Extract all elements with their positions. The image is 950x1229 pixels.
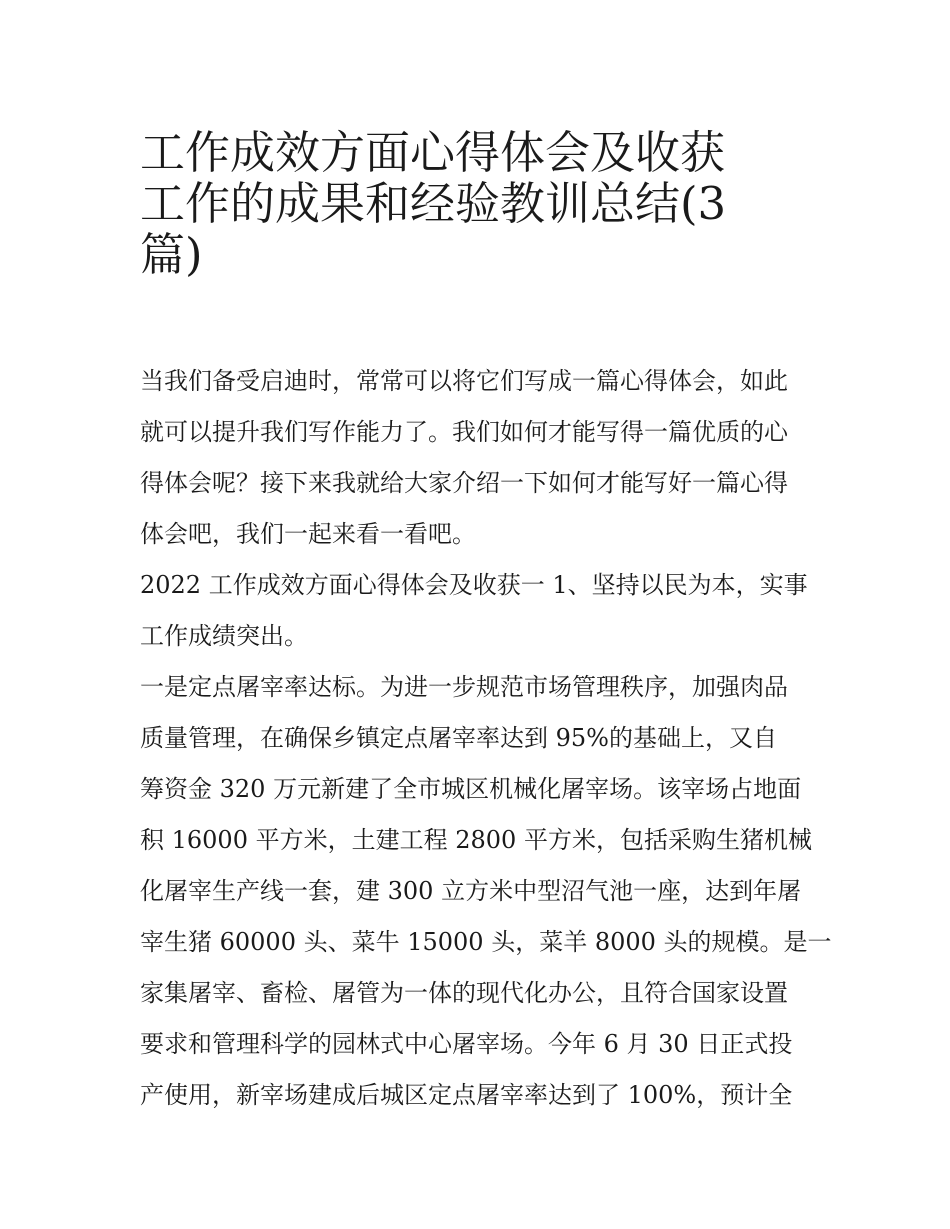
intro-paragraph xyxy=(140,356,820,560)
text-line: 化屠宰生产线一套，建 300 立方米中型沼气池一座，达到年屠 xyxy=(140,877,802,905)
document-body xyxy=(140,356,832,1121)
text-line: 工作成绩突出。 xyxy=(140,622,308,650)
detail-paragraph xyxy=(140,662,832,1121)
text-line: 宰生猪 60000 头、菜牛 15000 头，菜羊 8000 头的规模。是一 xyxy=(140,928,832,956)
document-title xyxy=(140,116,820,281)
title-line: 篇) xyxy=(140,228,203,281)
text-line: 积 16000 平方米，土建工程 2800 平方米，包括采购生猪机械 xyxy=(140,826,812,854)
text-line: 2022 工作成效方面心得体会及收获一 1、坚持以民为本，实事 xyxy=(140,571,808,599)
text-line: 得体会呢？接下来我就给大家介绍一下如何才能写好一篇心得 xyxy=(140,469,788,497)
section-paragraph xyxy=(140,560,820,662)
text-line: 一是定点屠宰率达标。为进一步规范市场管理秩序，加强肉品 xyxy=(140,673,788,701)
text-line: 就可以提升我们写作能力了。我们如何才能写得一篇优质的心 xyxy=(140,418,788,446)
text-line: 家集屠宰、畜检、屠管为一体的现代化办公，且符合国家设置 xyxy=(140,979,788,1007)
text-line: 当我们备受启迪时，常常可以将它们写成一篇心得体会，如此 xyxy=(140,367,788,395)
text-line: 要求和管理科学的园林式中心屠宰场。今年 6 月 30 日正式投 xyxy=(140,1030,793,1058)
title-line: 工作成效方面心得体会及收获 xyxy=(140,126,726,179)
title-line: 工作的成果和经验教训总结(3 xyxy=(140,177,727,230)
text-line: 体会吧，我们一起来看一看吧。 xyxy=(140,520,476,548)
text-line: 质量管理，在确保乡镇定点屠宰率达到 95%的基础上，又自 xyxy=(140,724,777,752)
text-line: 产使用，新宰场建成后城区定点屠宰率达到了 100%，预计全 xyxy=(140,1081,793,1109)
text-line: 筹资金 320 万元新建了全市城区机械化屠宰场。该宰场占地面 xyxy=(140,775,802,803)
